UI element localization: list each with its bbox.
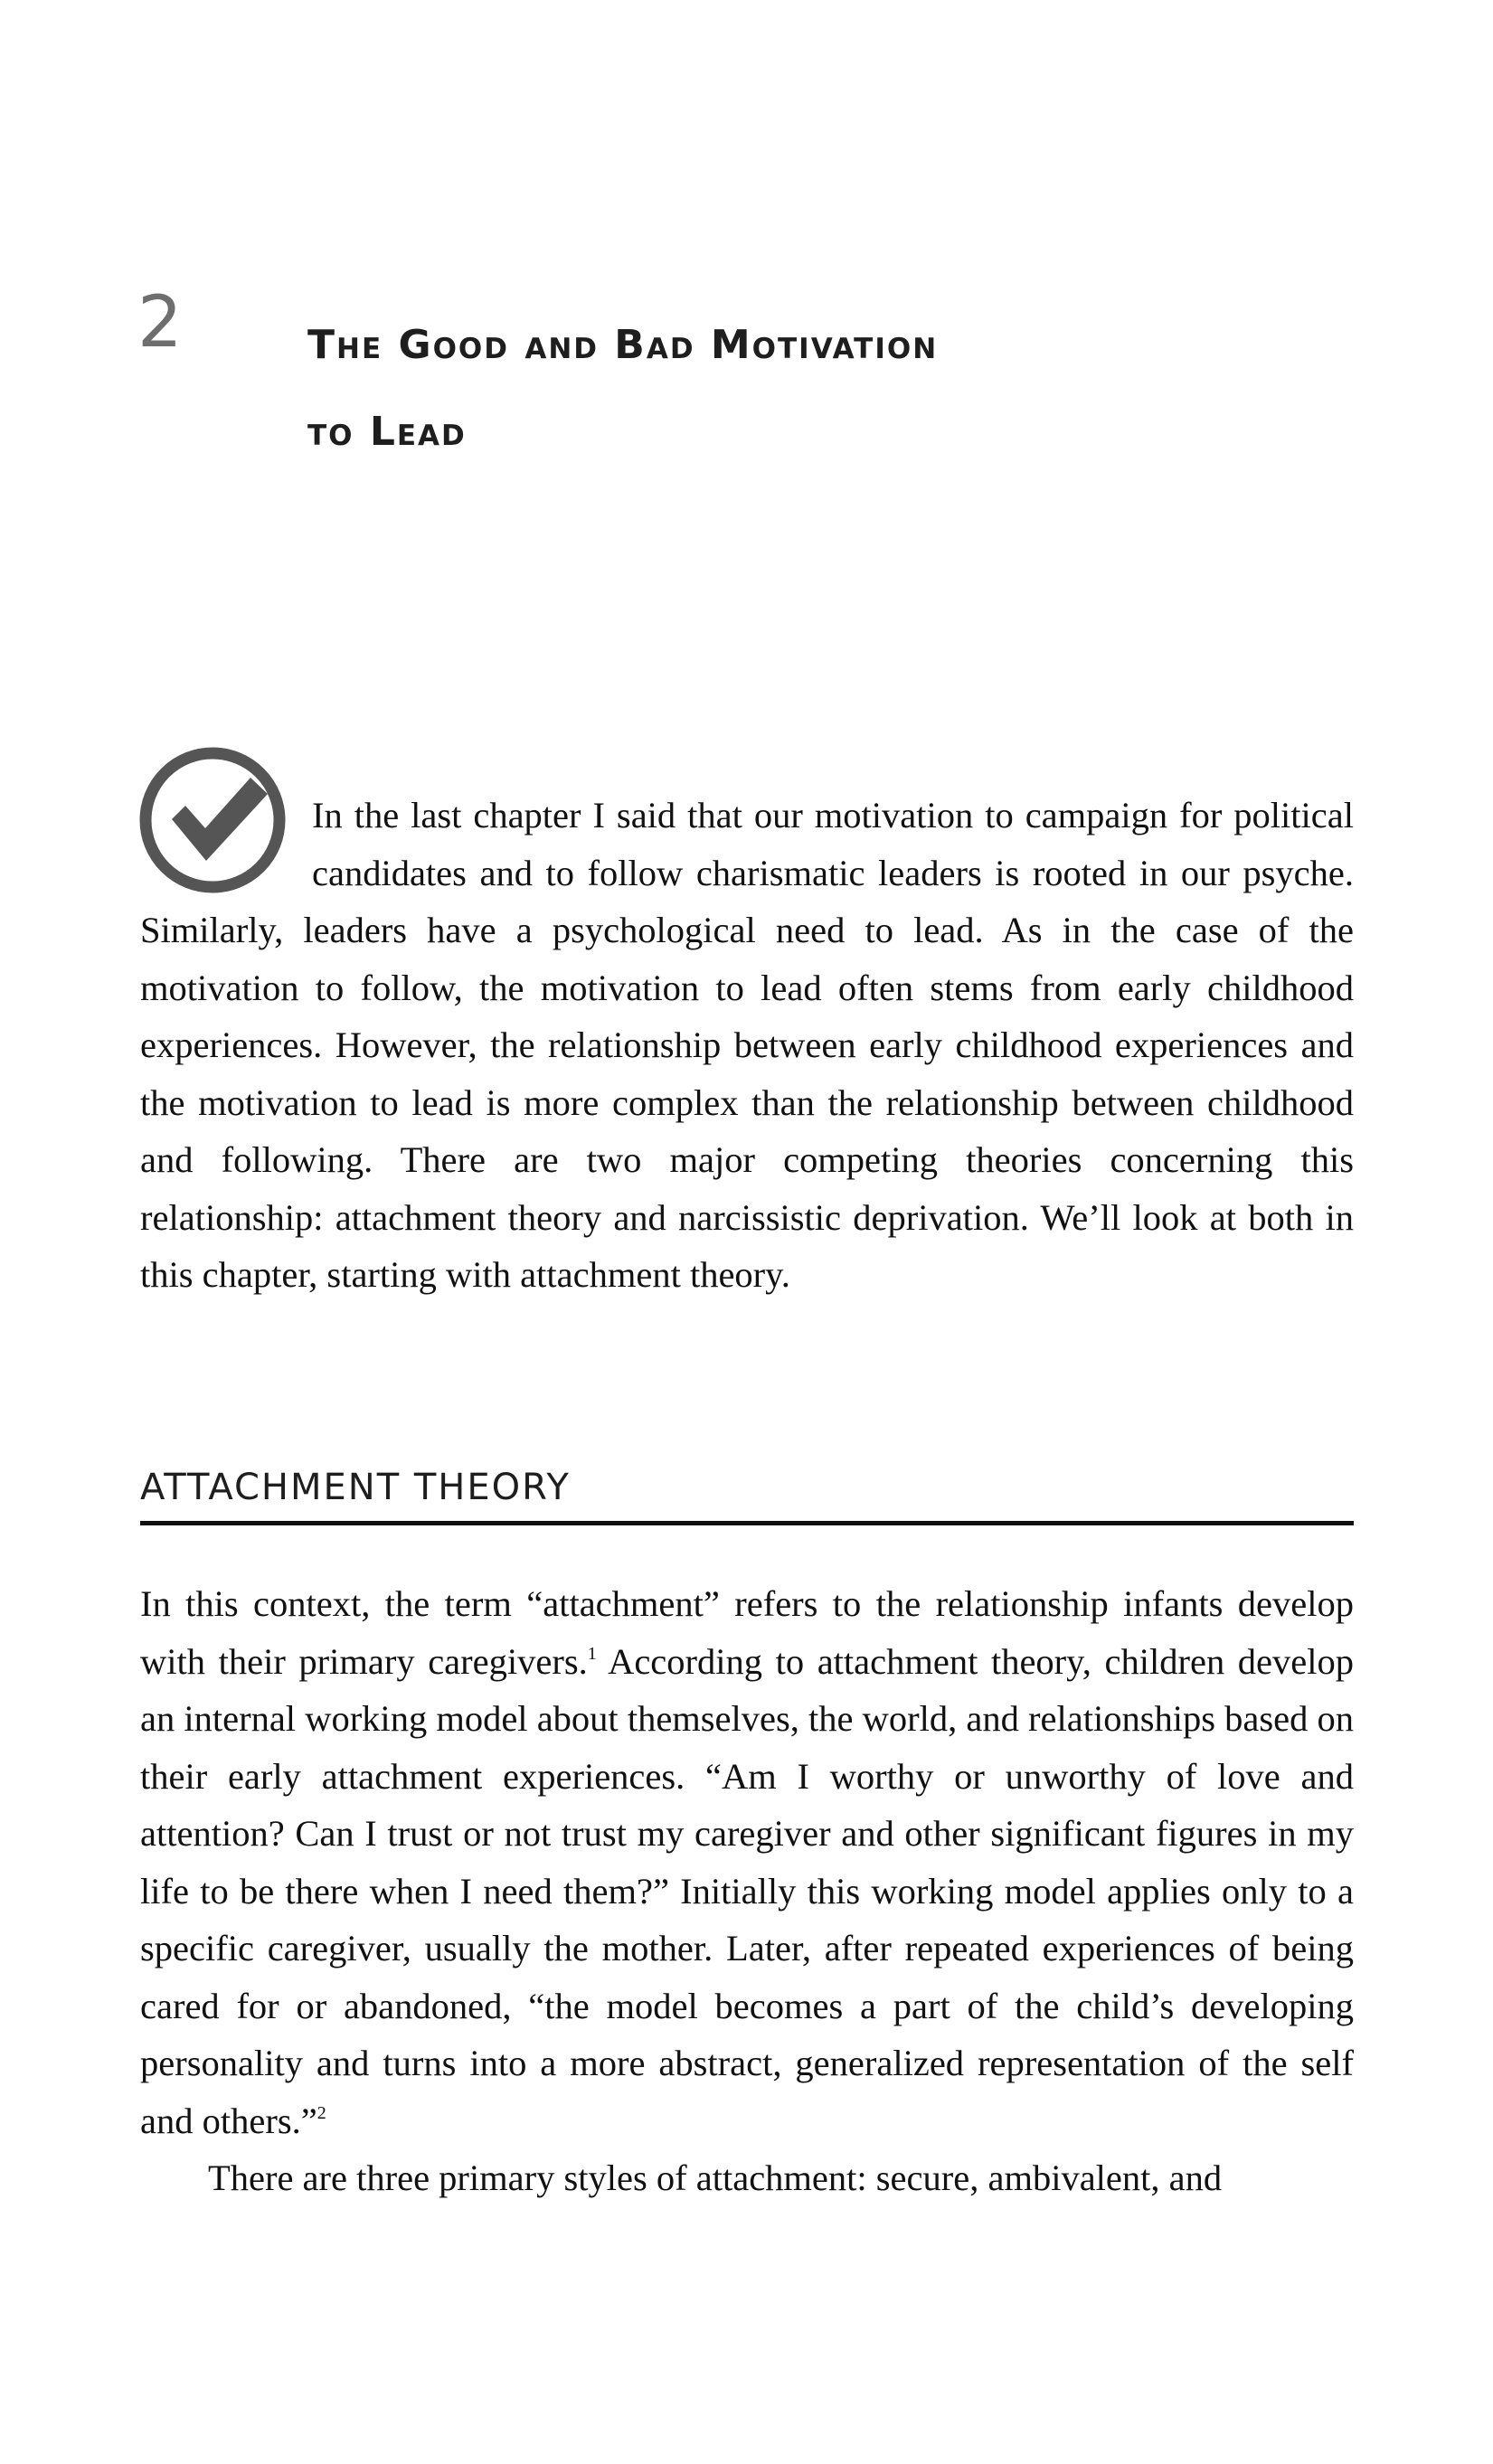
body-paragraph-1 bbox=[140, 1575, 1354, 2149]
section-body bbox=[140, 1575, 1354, 2207]
paragraph-text: According to attachment theory, children develop an internal working model about themselves, the world, and relationships based on their early attachment experiences. “Am I worthy or unworthy of love and attention? Can I trust or not trust my caregiver and other significant figures in my life to be there when I need them?” Initially this working model applies only to a specific caregiver, usually the mother. Later, after repeated experiences of being cared for or abandoned, “the model becomes a part of the child’s developing personality and turns into a more abstract, generalized representation of the self and others.” bbox=[140, 1640, 1354, 2141]
footnote-ref-1[interactable]: 1 bbox=[587, 1643, 597, 1664]
section-divider bbox=[140, 1521, 1354, 1525]
section-heading: ATTACHMENT THEORY bbox=[140, 1467, 571, 1508]
intro-paragraph: In the last chapter I said that our motivation to campaign for political candidates and to follow charismatic leaders is rooted in our psyche. Similarly, leaders have a psychological need to lead. As in the case of the motivation to follow, the motivation to lead often stems from early childhood experiences. However, the relationship between early childhood experiences and the motivation to lead is more complex than the relationship between childhood and following. There are two major competing theories concerning this relationship: attachment theory and narcissistic deprivation. We’ll look at both in this chapter, starting with attachment theory. bbox=[140, 795, 1354, 1295]
chapter-title-line-1: The Good and Bad Motivation bbox=[307, 322, 939, 368]
chapter-title-line-2: to Lead bbox=[307, 409, 467, 455]
chapter-title bbox=[307, 302, 1212, 476]
paragraph-text: In this context, the term “attachment” refers to the relationship infants develop with their primary caregivers. bbox=[140, 1583, 1354, 1682]
chapter-number: 2 bbox=[137, 282, 184, 363]
footnote-ref-2[interactable]: 2 bbox=[317, 2102, 326, 2123]
body-paragraph-2: There are three primary styles of attachment: secure, ambivalent, and bbox=[208, 2157, 1223, 2198]
